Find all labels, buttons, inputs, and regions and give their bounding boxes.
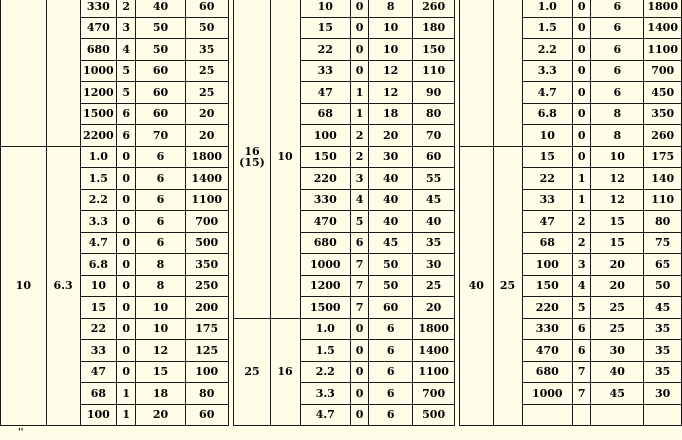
capacitance-cell: 3.3 bbox=[80, 211, 117, 233]
table-row bbox=[1, 340, 682, 362]
df-cell: 10 bbox=[591, 146, 644, 168]
df-cell: 6 bbox=[591, 60, 644, 82]
esr-cell: 1800 bbox=[413, 318, 455, 340]
esr-cell: 25 bbox=[413, 275, 455, 297]
table-row bbox=[1, 168, 682, 190]
table-row bbox=[1, 232, 682, 254]
esr-cell: 1800 bbox=[644, 0, 682, 17]
df-cell: 45 bbox=[591, 383, 644, 405]
dcl-cell: 0 bbox=[117, 318, 136, 340]
esr-cell: 1400 bbox=[185, 168, 228, 190]
capacitance-cell: 150 bbox=[300, 146, 351, 168]
df-cell: 6 bbox=[591, 0, 644, 17]
capacitance-cell: 2.2 bbox=[522, 39, 573, 61]
capacitance-cell: 680 bbox=[522, 361, 573, 383]
esr-cell: 700 bbox=[413, 383, 455, 405]
dcl-cell: 0 bbox=[351, 361, 369, 383]
dcl-cell: 7 bbox=[351, 254, 369, 276]
table-row bbox=[1, 82, 682, 104]
right-diameter-cell bbox=[493, 0, 522, 146]
dcl-cell: 0 bbox=[573, 103, 591, 125]
capacitance-cell: 2.2 bbox=[300, 361, 351, 383]
capacitance-cell: 330 bbox=[522, 318, 573, 340]
dcl-cell: 1 bbox=[573, 189, 591, 211]
capacitance-cell: 15 bbox=[300, 17, 351, 39]
esr-cell: 75 bbox=[644, 232, 682, 254]
esr-cell: 20 bbox=[185, 103, 228, 125]
df-cell: 12 bbox=[591, 168, 644, 190]
dcl-cell: 1 bbox=[117, 383, 136, 405]
dcl-cell: 3 bbox=[117, 17, 136, 39]
dcl-cell: 0 bbox=[573, 82, 591, 104]
df-cell: 12 bbox=[369, 82, 413, 104]
esr-cell: 450 bbox=[644, 82, 682, 104]
df-cell: 40 bbox=[136, 0, 185, 17]
dcl-cell: 0 bbox=[351, 318, 369, 340]
dcl-cell: 1 bbox=[351, 82, 369, 104]
dcl-cell: 0 bbox=[573, 39, 591, 61]
dcl-cell: 7 bbox=[351, 275, 369, 297]
dcl-cell: 5 bbox=[117, 60, 136, 82]
df-cell: 6 bbox=[136, 146, 185, 168]
esr-cell: 60 bbox=[413, 146, 455, 168]
esr-cell: 260 bbox=[413, 0, 455, 17]
esr-cell: 250 bbox=[185, 275, 228, 297]
table-row bbox=[1, 103, 682, 125]
capacitance-cell: 1.5 bbox=[300, 340, 351, 362]
capacitance-cell: 15 bbox=[80, 297, 117, 319]
dcl-cell: 0 bbox=[573, 125, 591, 147]
df-cell: 50 bbox=[136, 17, 185, 39]
table-row bbox=[1, 211, 682, 233]
df-cell: 10 bbox=[369, 39, 413, 61]
voltage-surge-label: (15) bbox=[239, 155, 265, 169]
esr-cell: 1400 bbox=[413, 340, 455, 362]
esr-cell: 70 bbox=[413, 125, 455, 147]
dcl-cell: 6 bbox=[573, 318, 591, 340]
esr-cell: 1100 bbox=[185, 189, 228, 211]
capacitance-cell: 2.2 bbox=[80, 189, 117, 211]
capacitance-cell: 1.0 bbox=[522, 0, 573, 17]
voltage-label: 16 bbox=[244, 144, 260, 158]
dcl-cell: 0 bbox=[117, 189, 136, 211]
footnote: '' bbox=[18, 428, 24, 438]
table-row bbox=[1, 39, 682, 61]
dcl-cell: 0 bbox=[351, 39, 369, 61]
capacitance-cell: 4.7 bbox=[300, 404, 351, 426]
esr-cell: 60 bbox=[185, 0, 228, 17]
capacitance-cell: 1200 bbox=[80, 82, 117, 104]
table-row bbox=[1, 254, 682, 276]
dcl-cell: 0 bbox=[351, 60, 369, 82]
dcl-cell: 2 bbox=[573, 232, 591, 254]
dcl-cell: 0 bbox=[117, 340, 136, 362]
capacitance-cell: 1200 bbox=[300, 275, 351, 297]
df-cell bbox=[591, 404, 644, 426]
df-cell: 6 bbox=[369, 340, 413, 362]
esr-cell: 90 bbox=[413, 82, 455, 104]
dcl-cell: 4 bbox=[117, 39, 136, 61]
df-cell: 8 bbox=[591, 125, 644, 147]
capacitance-cell: 15 bbox=[522, 146, 573, 168]
df-cell: 15 bbox=[136, 361, 185, 383]
esr-cell: 35 bbox=[185, 39, 228, 61]
dcl-cell: 2 bbox=[351, 146, 369, 168]
dcl-cell: 7 bbox=[351, 297, 369, 319]
middle-diameter-cell: 10 bbox=[270, 0, 300, 318]
table-row bbox=[1, 189, 682, 211]
esr-cell: 80 bbox=[413, 103, 455, 125]
df-cell: 12 bbox=[591, 189, 644, 211]
capacitance-cell: 680 bbox=[80, 39, 117, 61]
dcl-cell: 4 bbox=[351, 189, 369, 211]
esr-cell: 50 bbox=[185, 17, 228, 39]
capacitance-cell: 3.3 bbox=[522, 60, 573, 82]
esr-cell: 500 bbox=[413, 404, 455, 426]
esr-cell: 200 bbox=[185, 297, 228, 319]
right-voltage-cell: 40 bbox=[459, 146, 493, 426]
df-cell: 8 bbox=[369, 0, 413, 17]
esr-cell: 700 bbox=[185, 211, 228, 233]
df-cell: 15 bbox=[591, 232, 644, 254]
dcl-cell: 7 bbox=[573, 361, 591, 383]
capacitance-cell: 330 bbox=[300, 189, 351, 211]
df-cell: 12 bbox=[136, 340, 185, 362]
capacitance-cell: 22 bbox=[80, 318, 117, 340]
esr-cell: 1800 bbox=[185, 146, 228, 168]
capacitance-cell: 1.5 bbox=[522, 17, 573, 39]
esr-cell: 25 bbox=[185, 60, 228, 82]
capacitance-cell bbox=[522, 404, 573, 426]
capacitance-cell: 330 bbox=[80, 0, 117, 17]
left-voltage-cell bbox=[1, 0, 47, 146]
esr-cell: 35 bbox=[413, 232, 455, 254]
esr-cell: 25 bbox=[185, 82, 228, 104]
dcl-cell: 6 bbox=[117, 125, 136, 147]
df-cell: 20 bbox=[591, 275, 644, 297]
dcl-cell: 6 bbox=[573, 340, 591, 362]
capacitance-cell: 47 bbox=[522, 211, 573, 233]
dcl-cell: 0 bbox=[117, 232, 136, 254]
esr-cell: 260 bbox=[644, 125, 682, 147]
df-cell: 6 bbox=[136, 232, 185, 254]
left-diameter-cell bbox=[46, 0, 80, 146]
esr-cell: 180 bbox=[413, 17, 455, 39]
df-cell: 12 bbox=[369, 60, 413, 82]
table-row bbox=[1, 275, 682, 297]
dcl-cell: 2 bbox=[573, 211, 591, 233]
dcl-cell: 0 bbox=[117, 297, 136, 319]
capacitance-cell: 22 bbox=[300, 39, 351, 61]
dcl-cell: 0 bbox=[117, 168, 136, 190]
capacitance-cell: 100 bbox=[80, 404, 117, 426]
df-cell: 6 bbox=[136, 211, 185, 233]
df-cell: 60 bbox=[369, 297, 413, 319]
df-cell: 20 bbox=[369, 125, 413, 147]
df-cell: 6 bbox=[591, 39, 644, 61]
table-row bbox=[1, 383, 682, 405]
df-cell: 10 bbox=[136, 297, 185, 319]
df-cell: 50 bbox=[136, 39, 185, 61]
esr-cell: 150 bbox=[413, 39, 455, 61]
dcl-cell: 6 bbox=[351, 232, 369, 254]
dcl-cell: 0 bbox=[573, 17, 591, 39]
esr-cell: 20 bbox=[413, 297, 455, 319]
df-cell: 6 bbox=[369, 383, 413, 405]
dcl-cell: 0 bbox=[117, 361, 136, 383]
esr-cell: 45 bbox=[413, 189, 455, 211]
df-cell: 6 bbox=[591, 82, 644, 104]
df-cell: 50 bbox=[369, 254, 413, 276]
dcl-cell: 0 bbox=[117, 254, 136, 276]
dcl-cell: 2 bbox=[117, 0, 136, 17]
esr-cell: 80 bbox=[185, 383, 228, 405]
esr-cell: 35 bbox=[644, 340, 682, 362]
capacitance-cell: 1000 bbox=[300, 254, 351, 276]
capacitance-cell: 150 bbox=[522, 275, 573, 297]
dcl-cell: 0 bbox=[117, 146, 136, 168]
capacitance-cell: 1.5 bbox=[80, 168, 117, 190]
dcl-cell: 0 bbox=[573, 60, 591, 82]
df-cell: 10 bbox=[136, 318, 185, 340]
left-voltage-cell: 10 bbox=[1, 146, 47, 426]
capacitance-cell: 68 bbox=[300, 103, 351, 125]
esr-cell: 20 bbox=[185, 125, 228, 147]
esr-cell: 40 bbox=[413, 211, 455, 233]
df-cell: 60 bbox=[136, 103, 185, 125]
df-cell: 18 bbox=[136, 383, 185, 405]
dcl-cell: 1 bbox=[351, 103, 369, 125]
esr-cell: 140 bbox=[644, 168, 682, 190]
df-cell: 6 bbox=[369, 318, 413, 340]
esr-cell: 350 bbox=[185, 254, 228, 276]
df-cell: 60 bbox=[136, 60, 185, 82]
dcl-cell: 2 bbox=[351, 125, 369, 147]
dcl-cell: 5 bbox=[351, 211, 369, 233]
dcl-cell: 0 bbox=[351, 383, 369, 405]
capacitance-cell: 33 bbox=[522, 189, 573, 211]
capacitance-cell: 470 bbox=[300, 211, 351, 233]
capacitance-cell: 33 bbox=[80, 340, 117, 362]
df-cell: 25 bbox=[591, 318, 644, 340]
df-cell: 6 bbox=[136, 189, 185, 211]
esr-cell bbox=[644, 404, 682, 426]
capacitance-cell: 68 bbox=[522, 232, 573, 254]
table-row bbox=[1, 60, 682, 82]
esr-cell: 110 bbox=[644, 189, 682, 211]
df-cell: 8 bbox=[136, 254, 185, 276]
middle-voltage-cell bbox=[234, 0, 270, 318]
df-cell: 6 bbox=[136, 168, 185, 190]
df-cell: 60 bbox=[136, 82, 185, 104]
df-cell: 45 bbox=[369, 232, 413, 254]
esr-cell: 1100 bbox=[644, 39, 682, 61]
dcl-cell: 0 bbox=[351, 340, 369, 362]
dcl-cell: 3 bbox=[573, 254, 591, 276]
table-row bbox=[1, 404, 682, 426]
capacitance-cell: 68 bbox=[80, 383, 117, 405]
esr-cell: 100 bbox=[185, 361, 228, 383]
esr-cell: 35 bbox=[644, 318, 682, 340]
esr-cell: 55 bbox=[413, 168, 455, 190]
capacitance-cell: 1.0 bbox=[80, 146, 117, 168]
dcl-cell: 6 bbox=[117, 103, 136, 125]
df-cell: 6 bbox=[591, 17, 644, 39]
df-cell: 50 bbox=[369, 275, 413, 297]
table-row bbox=[1, 361, 682, 383]
capacitance-cell: 100 bbox=[300, 125, 351, 147]
dcl-cell: 0 bbox=[573, 146, 591, 168]
right-voltage-cell bbox=[459, 0, 493, 146]
capacitance-cell: 10 bbox=[300, 0, 351, 17]
esr-cell: 350 bbox=[644, 103, 682, 125]
table-row bbox=[1, 146, 682, 168]
right-diameter-cell: 25 bbox=[493, 146, 522, 426]
dcl-cell: 1 bbox=[117, 404, 136, 426]
dcl-cell: 0 bbox=[117, 275, 136, 297]
df-cell: 6 bbox=[369, 361, 413, 383]
capacitance-cell: 33 bbox=[300, 60, 351, 82]
df-cell: 8 bbox=[136, 275, 185, 297]
df-cell: 8 bbox=[591, 103, 644, 125]
esr-cell: 60 bbox=[185, 404, 228, 426]
df-cell: 15 bbox=[591, 211, 644, 233]
df-cell: 30 bbox=[591, 340, 644, 362]
esr-cell: 500 bbox=[185, 232, 228, 254]
capacitance-cell: 3.3 bbox=[300, 383, 351, 405]
capacitance-cell: 22 bbox=[522, 168, 573, 190]
df-cell: 40 bbox=[591, 361, 644, 383]
dcl-cell: 0 bbox=[351, 17, 369, 39]
capacitance-cell: 1500 bbox=[80, 103, 117, 125]
dcl-cell: 5 bbox=[117, 82, 136, 104]
middle-diameter-cell: 16 bbox=[270, 318, 300, 426]
esr-cell: 110 bbox=[413, 60, 455, 82]
capacitance-cell: 10 bbox=[80, 275, 117, 297]
capacitance-cell: 10 bbox=[522, 125, 573, 147]
df-cell: 18 bbox=[369, 103, 413, 125]
esr-cell: 45 bbox=[644, 297, 682, 319]
esr-cell: 175 bbox=[185, 318, 228, 340]
esr-cell: 175 bbox=[644, 146, 682, 168]
table-row bbox=[1, 17, 682, 39]
esr-cell: 35 bbox=[644, 361, 682, 383]
esr-cell: 50 bbox=[644, 275, 682, 297]
capacitance-cell: 47 bbox=[80, 361, 117, 383]
df-cell: 40 bbox=[369, 211, 413, 233]
esr-cell: 1100 bbox=[413, 361, 455, 383]
dcl-cell: 4 bbox=[573, 275, 591, 297]
dcl-cell: 0 bbox=[117, 211, 136, 233]
capacitance-cell: 220 bbox=[522, 297, 573, 319]
capacitance-cell: 470 bbox=[522, 340, 573, 362]
dcl-cell: 7 bbox=[573, 383, 591, 405]
capacitance-cell: 1500 bbox=[300, 297, 351, 319]
left-diameter-cell: 6.3 bbox=[46, 146, 80, 426]
esr-cell: 80 bbox=[644, 211, 682, 233]
df-cell: 30 bbox=[369, 146, 413, 168]
capacitance-cell: 47 bbox=[300, 82, 351, 104]
dcl-cell: 3 bbox=[351, 168, 369, 190]
capacitance-cell: 4.7 bbox=[80, 232, 117, 254]
capacitance-cell: 4.7 bbox=[522, 82, 573, 104]
esr-cell: 65 bbox=[644, 254, 682, 276]
capacitance-cell: 680 bbox=[300, 232, 351, 254]
capacitance-cell: 1000 bbox=[522, 383, 573, 405]
df-cell: 20 bbox=[136, 404, 185, 426]
capacitance-cell: 2200 bbox=[80, 125, 117, 147]
capacitance-cell: 6.8 bbox=[80, 254, 117, 276]
dcl-cell: 0 bbox=[351, 404, 369, 426]
capacitance-cell: 6.8 bbox=[522, 103, 573, 125]
df-cell: 6 bbox=[369, 404, 413, 426]
df-cell: 70 bbox=[136, 125, 185, 147]
esr-cell: 30 bbox=[644, 383, 682, 405]
esr-cell: 30 bbox=[413, 254, 455, 276]
middle-voltage-cell: 25 bbox=[234, 318, 270, 426]
dcl-cell: 0 bbox=[573, 0, 591, 17]
dcl-cell bbox=[573, 404, 591, 426]
df-cell: 10 bbox=[369, 17, 413, 39]
capacitance-cell: 470 bbox=[80, 17, 117, 39]
table-row bbox=[1, 297, 682, 319]
dcl-cell: 5 bbox=[573, 297, 591, 319]
df-cell: 40 bbox=[369, 168, 413, 190]
table-row bbox=[1, 0, 682, 17]
dcl-cell: 1 bbox=[573, 168, 591, 190]
esr-cell: 1400 bbox=[644, 17, 682, 39]
esr-cell: 125 bbox=[185, 340, 228, 362]
capacitance-cell: 1000 bbox=[80, 60, 117, 82]
capacitance-cell: 1.0 bbox=[300, 318, 351, 340]
table-row bbox=[1, 318, 682, 340]
esr-cell: 700 bbox=[644, 60, 682, 82]
capacitance-cell: 100 bbox=[522, 254, 573, 276]
dcl-cell: 0 bbox=[351, 0, 369, 17]
capacitance-cell: 220 bbox=[300, 168, 351, 190]
df-cell: 25 bbox=[591, 297, 644, 319]
df-cell: 40 bbox=[369, 189, 413, 211]
table-row bbox=[1, 125, 682, 147]
df-cell: 20 bbox=[591, 254, 644, 276]
